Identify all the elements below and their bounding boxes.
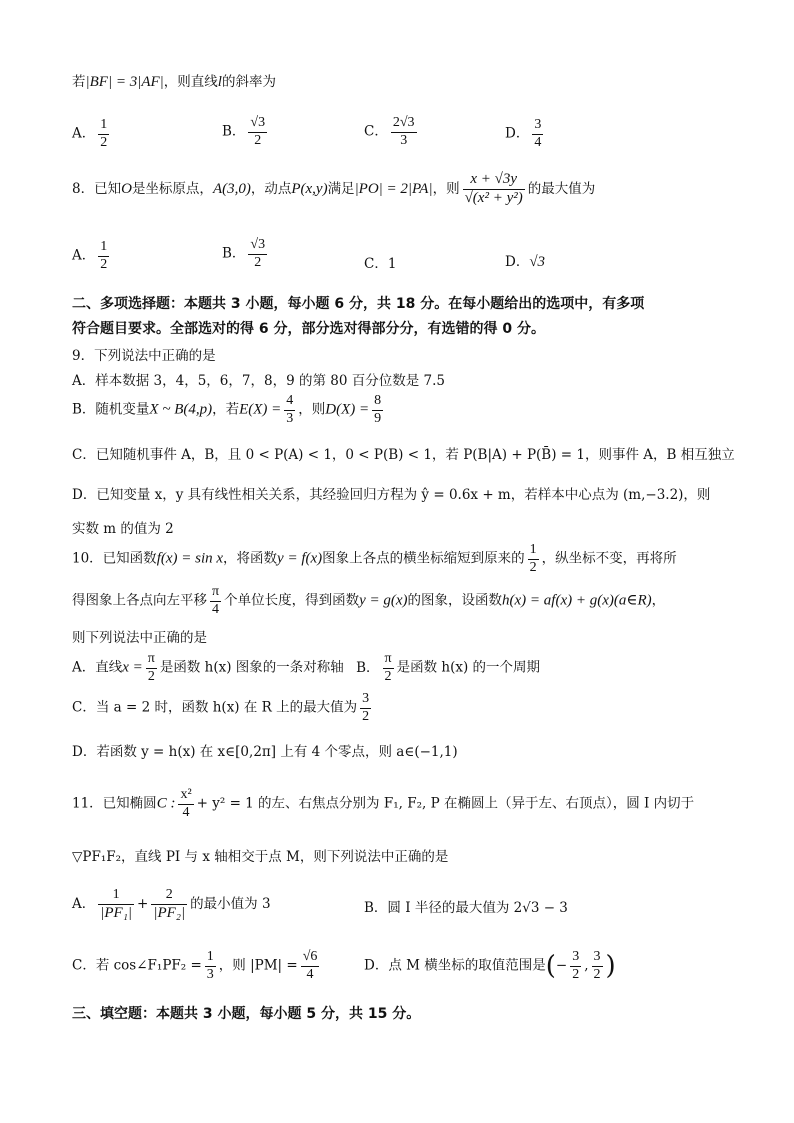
math: y = g(x)	[359, 592, 408, 609]
denominator: 2	[100, 134, 108, 150]
numerator: π	[146, 652, 157, 669]
fraction	[98, 240, 109, 272]
denominator: 2	[593, 966, 601, 982]
fraction	[178, 788, 193, 820]
numerator: 1	[98, 888, 134, 905]
denominator: 2	[254, 254, 262, 270]
option-label: A．	[72, 247, 96, 264]
text: ，	[651, 592, 666, 609]
text: ，动点	[250, 180, 292, 197]
fraction	[98, 888, 134, 921]
q8-option-c	[364, 252, 396, 272]
text: 满足	[327, 180, 355, 197]
q7-tail-post: 的斜率为	[221, 74, 276, 90]
q11-stem-line1	[72, 788, 694, 820]
text: ，若	[212, 401, 240, 418]
option-label: D．	[505, 254, 530, 270]
numerator: √3	[248, 238, 267, 255]
numerator: √6	[301, 950, 320, 967]
text: D．点 M 横坐标的取值范围是	[364, 957, 546, 974]
fraction	[248, 116, 267, 148]
text: 的最大值为	[527, 180, 596, 197]
math: h(x) = af(x) + g(x)(a∈R)	[502, 592, 652, 609]
numerator: 1	[528, 543, 539, 560]
math: D(X) =	[325, 401, 370, 418]
fraction	[151, 888, 187, 921]
text: 是函数 h(x) 图象的一条对称轴	[159, 659, 344, 676]
numerator: 1	[205, 950, 216, 967]
fraction	[532, 118, 543, 150]
fraction	[98, 118, 109, 150]
numerator: 4	[284, 394, 295, 411]
option-label: D．	[505, 125, 530, 142]
option-label: B．	[222, 245, 246, 262]
paren-right: )	[605, 951, 616, 982]
denominator: 2	[384, 668, 392, 684]
numerator: 3	[360, 692, 371, 709]
fraction	[383, 652, 394, 684]
denominator: 2	[572, 966, 580, 982]
numerator: 8	[372, 394, 383, 411]
text: 10．已知函数	[72, 550, 157, 567]
numerator: 3	[532, 118, 543, 135]
denominator: |PF₁|	[100, 904, 133, 921]
q7-option-d	[505, 118, 546, 150]
math: X ~ B(4,p)	[149, 401, 213, 418]
denominator: 2	[147, 668, 155, 684]
q7-option-b	[222, 116, 270, 148]
text: 图象上各点的横坐标缩短到原来的	[322, 550, 525, 567]
denominator: 3	[286, 410, 294, 426]
numerator: 3	[592, 950, 603, 967]
denominator: 4	[534, 134, 542, 150]
fraction	[570, 950, 581, 982]
q11-stem-line2: ▽PF₁F₂，直线 PI 与 x 轴相交于点 M，则下列说法中正确的是	[72, 849, 449, 865]
numerator: π	[210, 585, 221, 602]
q7-tail-pre: 若	[72, 74, 86, 90]
numerator: x²	[178, 788, 193, 805]
math: A(3,0)	[212, 180, 251, 197]
q8-number: 8．已知	[72, 180, 122, 197]
q10-stem-line2	[72, 585, 665, 617]
q7-tail	[72, 70, 276, 91]
text: 得图象上各点向左平移	[72, 592, 207, 609]
text: 个单位长度，得到函数	[224, 592, 360, 609]
section2-heading-line1: 二、多项选择题：本题共 3 小题，每小题 6 分，共 18 分。在每小题给出的选项中，有多项	[72, 296, 645, 312]
text: + y² = 1 的左、右焦点分别为 F₁, F₂, P 在椭圆上（异于左、右顶点），圆 I 内切于	[196, 795, 695, 812]
comma: ,	[584, 957, 589, 974]
text: 的最小值为 3	[190, 896, 271, 913]
denominator: 4	[306, 966, 314, 982]
fraction	[463, 172, 525, 207]
q7-tail-mid: ，则直线	[163, 74, 218, 90]
q7-option-c	[364, 116, 420, 148]
q8-stem	[72, 172, 595, 207]
math: y = f(x)	[277, 550, 323, 567]
text: A．	[72, 896, 96, 913]
denominator: 3	[400, 132, 408, 148]
text: A．直线	[72, 659, 123, 676]
option-label: C．	[364, 256, 388, 272]
q8-option-b	[222, 238, 270, 270]
option-label: B．	[222, 123, 246, 140]
q7-tail-math: |BF| = 3|AF|	[85, 74, 164, 90]
math: E(X) =	[239, 401, 282, 418]
q7-tail-var: l	[217, 74, 222, 90]
text: C．当 a = 2 时，函数 h(x) 在 R 上的最大值为	[72, 699, 358, 716]
q10-option-c	[72, 692, 374, 724]
text: C．若 cos∠F₁PF₂ =	[72, 957, 202, 974]
q9-option-c: C．已知随机事件 A，B，且 0 < P(A) < 1，0 < P(B) < 1，若 P(B|A) + P(B̄) = 1，则事件 A，B 相互独立	[72, 447, 735, 463]
q9-stem: 9．下列说法中正确的是	[72, 348, 216, 364]
q11-option-b: B．圆 I 半径的最大值为 2√3 − 3	[364, 900, 568, 916]
text: ，纵坐标不变，再将所	[541, 550, 677, 567]
option-text: 1	[387, 256, 397, 272]
math: P(x,y)	[291, 180, 328, 197]
text: 11．已知椭圆	[72, 795, 157, 812]
section3-heading: 三、填空题：本题共 3 小题，每小题 5 分，共 15 分。	[72, 1006, 421, 1022]
text: B．	[356, 659, 380, 676]
q9-option-a: A．样本数据 3，4，5，6，7，8，9 的第 80 百分位数是 7.5	[72, 373, 445, 389]
math: |PO| = 2|PA|	[354, 180, 433, 197]
minus-sign: −	[555, 957, 568, 974]
text: ，将函数	[223, 550, 278, 567]
math: C :	[156, 795, 176, 812]
math: O	[121, 180, 132, 197]
paren-left: (	[545, 951, 556, 982]
section2-heading-line2: 符合题目要求。全部选对的得 6 分，部分选对得部分分，有选错的得 0 分。	[72, 321, 545, 337]
math: x =	[122, 659, 143, 676]
numerator: √3	[248, 116, 267, 133]
denominator: 3	[206, 966, 214, 982]
q10-option-d: D．若函数 y = h(x) 在 x∈[0,2π] 上有 4 个零点，则 a∈(−1,1)	[72, 744, 458, 760]
q10-stem-line1	[72, 543, 677, 575]
q10-stem-line3: 则下列说法中正确的是	[72, 630, 207, 646]
fraction	[301, 950, 320, 982]
text: B．随机变量	[72, 401, 150, 418]
text: 是坐标原点，	[131, 180, 213, 197]
fraction	[205, 950, 216, 982]
q10-option-ab	[72, 652, 540, 684]
fraction	[248, 238, 267, 270]
q11-option-d	[364, 950, 616, 982]
numerator: 2	[151, 888, 187, 905]
numerator: 3	[570, 950, 581, 967]
fraction	[372, 394, 383, 426]
q11-option-c	[72, 950, 322, 982]
denominator: 2	[254, 132, 262, 148]
option-text: √3	[529, 254, 546, 270]
fraction	[210, 585, 221, 617]
text: 的图象，设函数	[407, 592, 503, 609]
fraction	[146, 652, 157, 684]
denominator: 4	[182, 804, 190, 820]
q8-option-a	[72, 240, 112, 272]
denominator: 4	[212, 601, 220, 617]
text: ，则	[432, 180, 460, 197]
numerator: 2√3	[391, 116, 417, 133]
fraction	[391, 116, 417, 148]
q11-option-a	[72, 888, 271, 921]
numerator: x + √3y	[463, 172, 525, 190]
denominator: 2	[100, 256, 108, 272]
numerator: π	[383, 652, 394, 669]
math: f(x) = sin x	[156, 550, 224, 567]
q9-option-d-line1: D．已知变量 x，y 具有线性相关关系，其经验回归方程为 ŷ = 0.6x + m，若样本中心点为 (m,−3.2)，则	[72, 487, 711, 503]
q9-option-d-line2: 实数 m 的值为 2	[72, 521, 174, 537]
q8-option-d	[505, 250, 545, 271]
numerator: 1	[98, 118, 109, 135]
denominator: |PF₂|	[153, 904, 186, 921]
fraction	[360, 692, 371, 724]
text: ，则	[298, 401, 326, 418]
text: +	[137, 896, 149, 913]
denominator: 2	[362, 708, 370, 724]
denominator: 9	[374, 410, 382, 426]
option-label: A．	[72, 125, 96, 142]
denominator: √(x² + y²)	[464, 189, 523, 206]
q9-option-b	[72, 394, 386, 426]
numerator: 1	[98, 240, 109, 257]
denominator: 2	[529, 559, 537, 575]
text: ，则 |PM| =	[218, 957, 298, 974]
fraction	[592, 950, 603, 982]
fraction	[528, 543, 539, 575]
option-label: C．	[364, 123, 388, 140]
text: 是函数 h(x) 的一个周期	[396, 659, 541, 676]
q7-option-a	[72, 118, 112, 150]
fraction	[284, 394, 295, 426]
